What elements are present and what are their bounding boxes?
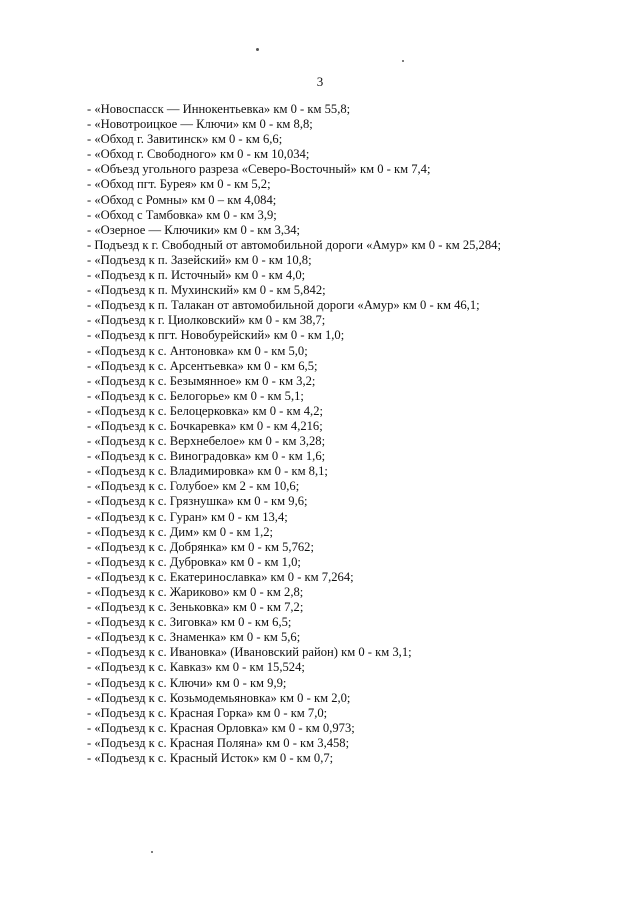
list-item: - «Подъезд к с. Красная Орловка» км 0 - км 0,973;	[87, 720, 355, 735]
road-list	[87, 102, 607, 766]
list-item: - «Подъезд к пгт. Новобурейский» км 0 - км 1,0;	[87, 328, 345, 343]
scan-speck	[402, 60, 404, 62]
list-item: - «Подъезд к с. Белогорье» км 0 - км 5,1;	[87, 388, 304, 403]
list-item: - «Подъезд к п. Талакан от автомобильной дороги «Амур» км 0 - км 46,1;	[87, 298, 480, 313]
list-item: - «Подъезд к с. Арсентьевка» км 0 - км 6,5;	[87, 358, 318, 373]
list-item: - «Подъезд к с. Красный Исток» км 0 - км 0,7;	[87, 751, 334, 766]
list-item: - «Подъезд к с. Красная Горка» км 0 - км 7,0;	[87, 705, 328, 720]
page-number: 3	[316, 74, 324, 89]
list-item: - «Подъезд к с. Екатеринославка» км 0 - км 7,264;	[87, 569, 354, 584]
list-item: - «Подъезд к с. Красная Поляна» км 0 - км 3,458;	[87, 735, 350, 750]
list-item: - «Подъезд к с. Гуран» км 0 - км 13,4;	[87, 509, 288, 524]
list-item: - «Подъезд к с. Жариково» км 0 - км 2,8;	[87, 585, 304, 599]
list-item: - «Обход пгт. Бурея» км 0 - км 5,2;	[87, 177, 271, 192]
scan-speck	[151, 851, 153, 853]
list-item: - «Подъезд к с. Бочкаревка» км 0 - км 4,216;	[87, 418, 323, 433]
list-item: - «Подъезд к с. Кавказ» км 0 - км 15,524;	[87, 660, 305, 675]
list-item: - «Подъезд к с. Антоновка» км 0 - км 5,0;	[87, 343, 308, 358]
list-item: - «Подъезд к с. Виноградовка» км 0 - км 1,6;	[87, 449, 326, 464]
list-item: - «Подъезд к с. Безымянное» км 0 - км 3,2;	[87, 373, 316, 388]
list-item: - «Подъезд к с. Зиговка» км 0 - км 6,5;	[87, 615, 292, 630]
list-item: - «Подъезд к с. Ивановка» (Ивановский район) км 0 - км 3,1;	[87, 645, 412, 660]
list-item: - «Подъезд к с. Дубровка» км 0 - км 1,0;	[87, 554, 301, 569]
list-item: - «Подъезд к п. Мухинский» км 0 - км 5,842;	[87, 283, 326, 298]
list-item: - «Новоспасск — Иннокентьевка» км 0 - км 55,8;	[87, 102, 351, 116]
list-item: - «Подъезд к с. Добрянка» км 0 - км 5,762;	[87, 539, 314, 554]
list-item: - «Подъезд к п. Зазейский» км 0 - км 10,8;	[87, 252, 312, 267]
list-item: - «Обход с Ромны» км 0 – км 4,084;	[87, 192, 277, 207]
list-item: - «Подъезд к с. Дим» км 0 - км 1,2;	[87, 524, 274, 539]
list-item: - «Подъезд к г. Циолковский» км 0 - км 38,7;	[87, 313, 326, 328]
list-item: - «Подъезд к с. Грязнушка» км 0 - км 9,6;	[87, 494, 308, 509]
list-item: - «Подъезд к с. Зеньковка» км 0 - км 7,2;	[87, 600, 304, 615]
list-item: - «Подъезд к с. Ключи» км 0 - км 9,9;	[87, 675, 287, 690]
list-item: - «Подъезд к с. Белоцерковка» км 0 - км 4,2;	[87, 403, 324, 418]
list-item: - «Подъезд к с. Голубое» км 2 - км 10,6;	[87, 479, 300, 494]
list-item: - «Подъезд к с. Владимировка» км 0 - км 8,1;	[87, 464, 328, 479]
list-item: - «Обход г. Свободного» км 0 - км 10,034;	[87, 147, 310, 162]
list-item: - «Новотроицкое — Ключи» км 0 - км 8,8;	[87, 117, 313, 132]
list-item: - «Подъезд к с. Верхнебелое» км 0 - км 3,28;	[87, 434, 326, 449]
list-item: - «Подъезд к с. Козьмодемьяновка» км 0 - км 2,0;	[87, 690, 351, 705]
scan-speck	[256, 48, 259, 51]
list-item: - «Обход г. Завитинск» км 0 - км 6,6;	[87, 132, 283, 147]
list-item: - «Озерное — Ключики» км 0 - км 3,34;	[87, 222, 301, 237]
list-item: - «Подъезд к п. Источный» км 0 - км 4,0;	[87, 268, 306, 283]
list-item: - Подъезд к г. Свободный от автомобильной дороги «Амур» км 0 - км 25,284;	[87, 237, 501, 252]
list-item: - «Обход с Тамбовка» км 0 - км 3,9;	[87, 207, 277, 222]
list-item: - «Объезд угольного разреза «Северо-Восточный» км 0 - км 7,4;	[87, 162, 431, 177]
list-item: - «Подъезд к с. Знаменка» км 0 - км 5,6;	[87, 630, 301, 645]
